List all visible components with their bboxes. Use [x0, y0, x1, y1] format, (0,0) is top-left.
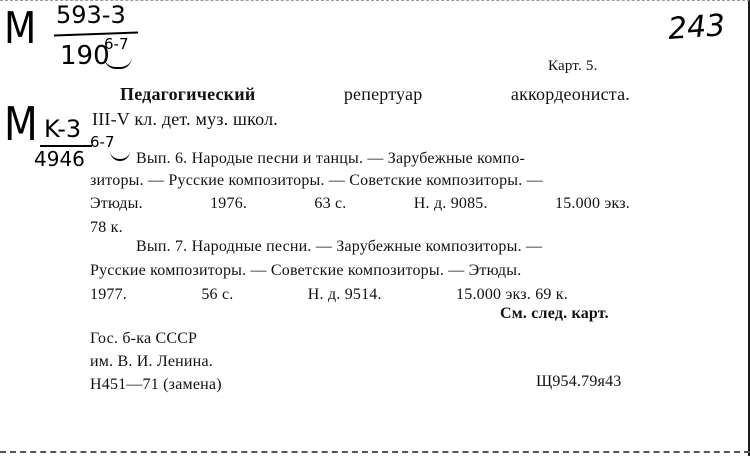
card-bottom-edge	[0, 451, 750, 453]
handwritten-mark-mid-superscript: 6-7	[90, 133, 115, 151]
library-line1: Гос. б-ка СССР	[90, 330, 198, 347]
issue6-line4: 78 к.	[90, 219, 123, 236]
card-title	[120, 85, 630, 103]
card-title-part: Педагогический	[120, 84, 256, 104]
issue7-line2: Русские композиторы. — Советские композиторы. — Этюды.	[90, 262, 522, 279]
classification-code: Щ954.79я43	[536, 373, 622, 390]
card-title-part: репертуар	[343, 84, 423, 104]
handwritten-mark-mid-denominator: 4946	[34, 147, 85, 171]
card-number: Карт. 5.	[548, 58, 598, 74]
issue7-item: Н. д. 9514.	[307, 286, 382, 303]
library-line2: им. В. И. Ленина.	[90, 353, 213, 370]
issue7-item: 1977.	[90, 286, 127, 303]
issue7-item: 15.000 экз. 69 к.	[456, 286, 568, 303]
handwritten-mark-mid-letter: M	[4, 97, 38, 151]
issue6-line2: зиторы. — Русские композиторы. — Советские композиторы. —	[90, 172, 543, 189]
issue6-item: 1976.	[210, 195, 248, 212]
card-title-part: аккордеониста.	[510, 84, 630, 104]
issue6-line3	[90, 196, 630, 212]
handwritten-mark-top-superscript: 6-7	[104, 35, 129, 53]
issue6-item: Н. д. 9085.	[413, 195, 488, 212]
handwritten-mark-top-denominator: 190	[60, 41, 110, 71]
handwritten-hook-mid	[110, 151, 130, 161]
handwritten-mark-top-letter: M	[4, 3, 37, 54]
handwritten-mark-mid-numerator: K-3	[44, 115, 82, 143]
handwritten-page-number: 243	[666, 8, 727, 47]
issue7-item: 56 с.	[201, 286, 234, 303]
issue7-line3	[90, 287, 568, 303]
issue6-item: 15.000 экз.	[555, 195, 630, 212]
handwritten-mark-top-numerator: 593-3	[56, 1, 126, 29]
issue6-item: 63 с.	[314, 195, 347, 212]
issue6-line1: Вып. 6. Народые песни и танцы. — Зарубежные компо-	[136, 150, 526, 167]
issue7-line1: Вып. 7. Народные песни. — Зарубежные композиторы. —	[136, 238, 543, 255]
library-line3: Н451—71 (замена)	[90, 376, 222, 393]
card-subtitle: III-V кл. дет. муз. школ.	[92, 109, 278, 129]
see-next-card: См. след. карт.	[500, 305, 609, 322]
issue6-item: Этюды.	[90, 195, 143, 212]
